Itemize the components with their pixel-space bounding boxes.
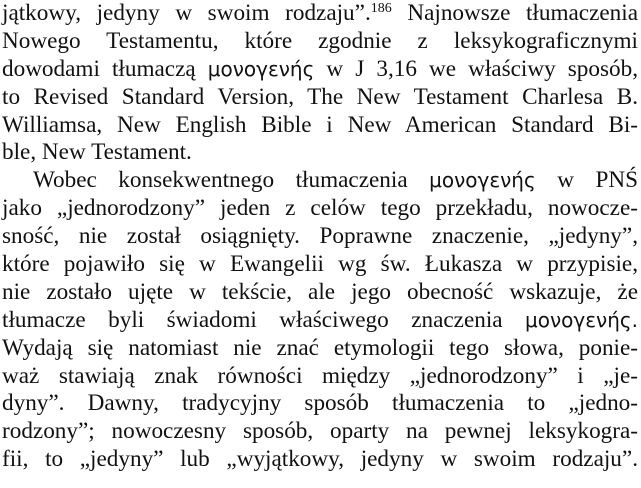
text-line: [2, 167, 638, 195]
text-segment: Wobec konsekwentnego tłumaczenia: [33, 167, 430, 194]
text-line: waż stawiają znak równości między „jednorodzony” i „je-: [2, 362, 638, 389]
text-segment: w PNŚ: [535, 167, 638, 194]
text-line: [2, 56, 638, 84]
text-line: dyny”. Dawny, tradycyjny sposób tłumaczenia to „jedno-: [2, 390, 638, 417]
text-line: nie zostało ujęte w tekście, ale jego obecność wskazuje, że: [2, 278, 638, 305]
text-line: rodzony”; nowoczesny sposób, oparty na pewnej leksykogra-: [2, 418, 638, 445]
greek-term: μονογενής: [207, 56, 315, 81]
text-segment: w J 3,16 we właściwy sposób,: [314, 55, 638, 82]
text-line: ble, New Testament.: [2, 139, 192, 166]
text-line: [2, 0, 638, 28]
text-line: to Revised Standard Version, The New Testament Charlesa B.: [2, 83, 638, 110]
text-line: sność, nie został osiągnięty. Poprawne znaczenie, „jedyny”,: [2, 223, 638, 250]
text-line: Wydają się natomiast nie znać etymologii tego słowa, ponie-: [2, 334, 638, 361]
text-segment: jątkowy, jedyny w swoim rodzaju”.: [2, 0, 371, 26]
text-line: [2, 307, 638, 335]
text-segment: dowodami tłumaczą: [2, 55, 208, 82]
text-line: Williamsa, New English Bible i New American Standard Bi-: [2, 111, 638, 138]
text-segment: tłumacze byli świadomi właściwego znaczenia: [2, 306, 526, 333]
text-segment: Najnowsze tłumaczenia: [391, 0, 638, 26]
text-line: fii, to „jedyny” lub „wyjątkowy, jedyny w swoim rodzaju”.: [2, 446, 638, 473]
footnote-reference: 186: [370, 1, 392, 16]
greek-term: μονογενής: [429, 168, 536, 193]
text-line: które pojawiło się w Ewangelii wg św. Łukasza w przypisie,: [2, 251, 638, 278]
greek-term: μονογενής.: [525, 307, 638, 332]
document-page: [2, 0, 638, 474]
text-line: Nowego Testamentu, które zgodnie z leksykograficznymi: [2, 27, 638, 54]
text-line: jako „jednorodzony” jeden z celów tego przekładu, nowocze-: [2, 195, 638, 222]
